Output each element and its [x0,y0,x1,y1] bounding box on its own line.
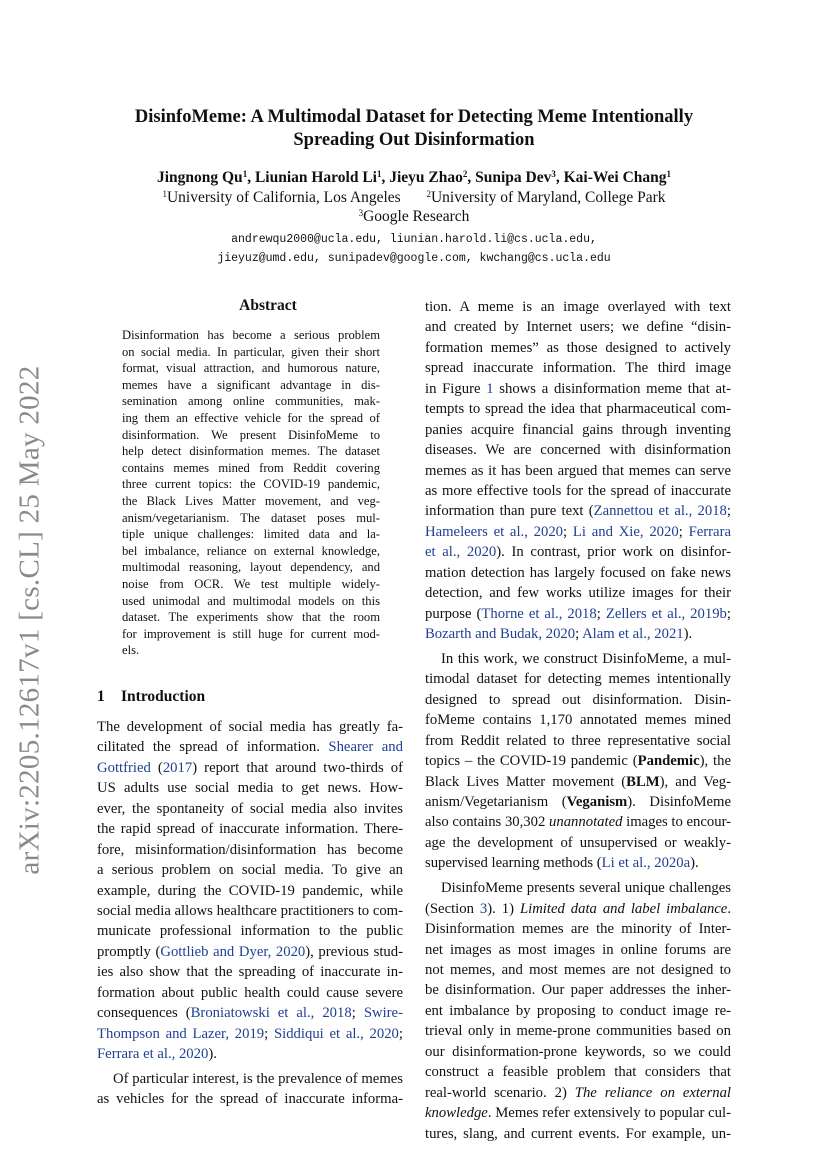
abstract-line: contains memes mined from Reddit covering [122,460,380,475]
affiliation-number: 1 [162,189,167,199]
body-line: spread inaccurate information. The third image [425,360,731,377]
body-line: promptly (Gottlieb and Dyer, 2020), previous stud- [97,943,403,960]
body-line: knowledge. Memes refer extensively to popular cul- [425,1105,731,1122]
abstract-line: on social media. In particular, given their short [122,344,380,359]
body-line: Of particular interest, is the prevalence of memes [113,1070,403,1087]
body-line: real-world scenario. 2) The reliance on external [425,1084,731,1101]
body-line: net images as most images in online forums are [425,941,731,958]
body-line: information than pure text (Zannettou et al., 2018; [425,503,731,520]
abstract-line: tiple unique challenges: limited data and la- [122,527,380,542]
body-line: topics – the COVID-19 pandemic (Pandemic), the [425,753,731,770]
body-line: municate professional information to the public [97,923,403,940]
citation-link[interactable]: Ferrara [688,523,731,540]
abstract-line: three current topics: the COVID-19 pandemic, [122,477,380,492]
abstract-line: semination among online communities, mak- [122,394,380,409]
abstract-line: ing them an effective vehicle for the spread of [122,410,380,425]
body-line: as vehicles for the spread of inaccurate informa- [97,1091,403,1108]
body-line: Bozarth and Budak, 2020; Alam et al., 2021). [425,626,693,642]
body-line: foMeme contains 1,170 annotated memes mined [425,712,731,729]
abstract-line: the Black Lives Matter movement, and veg- [122,493,380,508]
citation-link[interactable]: Alam et al., 2021 [582,626,684,642]
abstract-line: dataset. The experiments show that the room [122,610,380,625]
body-line: ent imbalance by proposing to conduct image re- [425,1002,731,1019]
body-line: trieval only in meme-prone communities based on [425,1023,731,1040]
body-line: memes as it has been argued that memes can serve [425,462,731,479]
citation-link[interactable]: Shearer and [328,739,403,756]
body-line: a serious problem on social media. To give an [97,862,403,879]
arxiv-stamp [12,365,48,875]
abstract-line: Disinformation has become a serious problem [122,328,380,342]
email-line-1: andrewqu2000@ucla.edu, liunian.harold.li@cs.ucla.edu, [231,233,597,246]
author-list: Jingnong Qu$^1$, Liunian Harold Li$^1$, Jieyu Zhao$^2$, Sunipa Dev$^3$, Kai-Wei Chang$^1$ [156,169,672,186]
abstract-line: format, visual attraction, and humorous nature, [122,361,380,376]
author-name: Jieyu Zhao [389,169,463,186]
body-line: detection, and few works utilize images for their [425,585,731,602]
body-line: (Section 3). 1) Limited data and label imbalance. [425,900,731,917]
body-line: mation detection has largely focused on fake news [425,564,731,581]
citation-link[interactable]: Thorne et al., 2018 [481,605,597,622]
author-name: Liunian Harold Li [254,169,377,186]
body-line: In this work, we construct DisinfoMeme, a mul- [441,650,731,667]
paper-title [60,106,768,152]
abstract-heading: Abstract [239,297,297,314]
affiliation-name: Google Research [363,208,470,225]
bold-term: BLM [626,773,660,790]
body-line: age the development of unsupervised or weakly- [425,834,731,851]
italic-term: Limited data and label imbalance [519,900,728,917]
author-name: Sunipa Dev [475,169,552,186]
author-affiliation-mark: 1 [242,169,248,179]
affiliation-line [60,188,768,207]
body-line: purpose (Thorne et al., 2018; Zellers et al., 2019b; [425,605,731,622]
citation-link[interactable]: Bozarth and Budak, 2020 [425,626,576,642]
body-line: from Reddit related to three representative social [425,732,731,749]
body-line: et al., 2020). In contrast, prior work on disinfor- [425,544,731,561]
body-line: consequences (Broniatowski et al., 2018; Swire- [97,1005,403,1022]
citation-link[interactable]: Zellers et al., 2019b [605,605,727,622]
affiliation-number: 3 [358,208,364,218]
abstract-line: disinformation. We present DisinfoMeme to [122,427,380,442]
italic-term: unannotated [549,814,623,831]
abstract-body [122,327,380,659]
citation-link[interactable]: 1 [486,380,494,397]
body-line: ever, the spontaneity of social media also invites [97,800,403,817]
body-line: formation about public health could cause severe [97,984,403,1001]
citation-link[interactable]: Hameleers et al., 2020 [425,523,564,540]
body-column-left [97,717,403,1110]
bold-term: Veganism [566,794,628,810]
body-line: and created by Internet users; we define “disin- [425,319,731,336]
body-line: DisinfoMeme presents several unique challenges [441,880,731,897]
body-line: Black Lives Matter movement (BLM), and Veg- [425,773,731,790]
section-title: Introduction [121,688,206,705]
body-line: formation memes” as those designed to actively [425,339,731,356]
citation-link[interactable]: Thompson and Lazer, 2019 [97,1025,265,1042]
title-line-2: Spreading Out Disinformation [293,130,535,150]
body-line: tion. A meme is an image overlayed with text [425,299,731,315]
affiliation-name: University of California, Los Angeles [166,189,401,206]
body-line: fore, misinformation/disinformation has become [97,841,403,858]
body-line: the rapid spread of inaccurate information. There- [97,821,403,838]
abstract-line: memes have a significant advantage in dis- [122,377,380,392]
citation-link[interactable]: Broniatowski et al., 2018 [190,1005,352,1022]
body-column-right [425,297,731,1144]
section-heading [97,688,205,706]
arxiv-stamp-text: arXiv:2205.12617v1 [cs.CL] 25 May 2022 [13,365,46,875]
body-line: US adults use social media to get news. How- [97,780,403,797]
body-line: also contains 30,302 unannotated images to encour- [425,814,732,831]
body-line: Ferrara et al., 2020). [97,1046,217,1062]
citation-link[interactable]: Swire- [363,1005,403,1022]
abstract-line: used unimodal and multimodal models on this [122,593,380,608]
body-line: Hameleers et al., 2020; Li and Xie, 2020; Ferrara [425,523,731,540]
body-line: designed to spread out disinformation. Disin- [425,691,731,708]
citation-link[interactable]: Ferrara et al., 2020 [97,1046,209,1062]
citation-link[interactable]: 2017 [162,759,193,776]
body-line: diseases. We are concerned with disinformation [425,442,731,459]
body-line: our disinformation-prone keywords, so we could [425,1043,731,1060]
body-line: timodal dataset for detecting memes intentionally [425,671,731,688]
body-line: Disinformation memes are the minority of Inter- [425,921,731,938]
body-line: example, during the COVID-19 pandemic, while [97,882,403,899]
author-affiliation-mark: 1 [376,169,382,179]
body-line: Gottfried (2017) report that around two-thirds of [97,759,403,776]
body-line: supervised learning methods (Li et al., 2020a). [425,855,699,872]
citation-link[interactable]: Li and Xie, 2020 [572,523,679,540]
body-line: not memes, and most memes are not designed to [425,962,731,978]
italic-term: knowledge [425,1105,488,1122]
abstract-line: bel imbalance, reliance on external knowledge, [122,543,380,558]
abstract-line: multimodal reasoning, layout dependency, and [122,560,380,575]
body-line: tempts to spread the idea that pharmaceutical com- [425,401,731,418]
abstract-line: anism/vegetarianism. The dataset poses mul- [122,510,380,525]
body-line: construct a feasible problem that considers that [425,1064,731,1081]
body-line: in Figure 1 shows a disinformation meme that at- [425,380,731,397]
abstract-line: for improvement is still huge for current mod- [122,626,380,641]
email-line-2: jieyuz@umd.edu, sunipadev@google.com, kwchang@cs.ucla.edu [217,252,611,265]
author-affiliation-mark: 1 [666,169,672,179]
body-line: ies also show that the spreading of inaccurate in- [97,964,403,981]
author-name: Jingnong Qu [156,169,243,186]
body-line: social media allows healthcare practitioners to com- [97,902,403,919]
body-line: anism/Vegetarianism (Veganism). DisinfoMeme [425,794,731,810]
author-affiliation-mark: 3 [551,169,556,179]
body-line: as more effective tools for the spread of inaccurate [425,482,731,499]
citation-link[interactable]: Gottlieb and Dyer, 2020 [160,943,306,960]
affiliation-name: University of Maryland, College Park [430,189,666,206]
author-affiliation-mark: 2 [462,169,468,179]
author-name: Kai-Wei Chang [563,169,667,186]
citation-link[interactable]: Siddiqui et al., 2020 [273,1025,399,1042]
body-line: panies acquire financial gains through inventing [425,421,731,438]
citation-link[interactable]: Gottfried [97,759,151,776]
section-number: 1 [97,688,105,705]
title-line-1: DisinfoMeme: A Multimodal Dataset for Detecting Meme Intentionally [134,107,694,127]
citation-link[interactable]: Zannettou et al., 2018 [593,503,727,520]
body-line: tures, slang, and current events. For example, un- [425,1125,731,1142]
body-line: cilitated the spread of information. Shearer and [97,739,403,756]
abstract-line: help detect disinformation memes. The dataset [122,444,380,459]
abstract-line: els. [122,643,140,658]
citation-link[interactable]: et al., 2020 [425,544,497,561]
body-line: The development of social media has greatly fa- [97,719,403,735]
affiliation-number: 2 [426,189,431,199]
affiliation-line [60,207,768,226]
body-line: be disinformation. Our paper addresses the inher- [425,982,731,999]
abstract-line: noise from OCR. We test multiple widely- [122,576,380,591]
citation-link[interactable]: 3 [479,900,488,917]
citation-link[interactable]: Li et al., 2020a [601,855,691,872]
body-line: Thompson and Lazer, 2019; Siddiqui et al., 2020; [97,1025,403,1042]
bold-term: Pandemic [637,753,700,770]
italic-term: The reliance on external [574,1084,731,1101]
